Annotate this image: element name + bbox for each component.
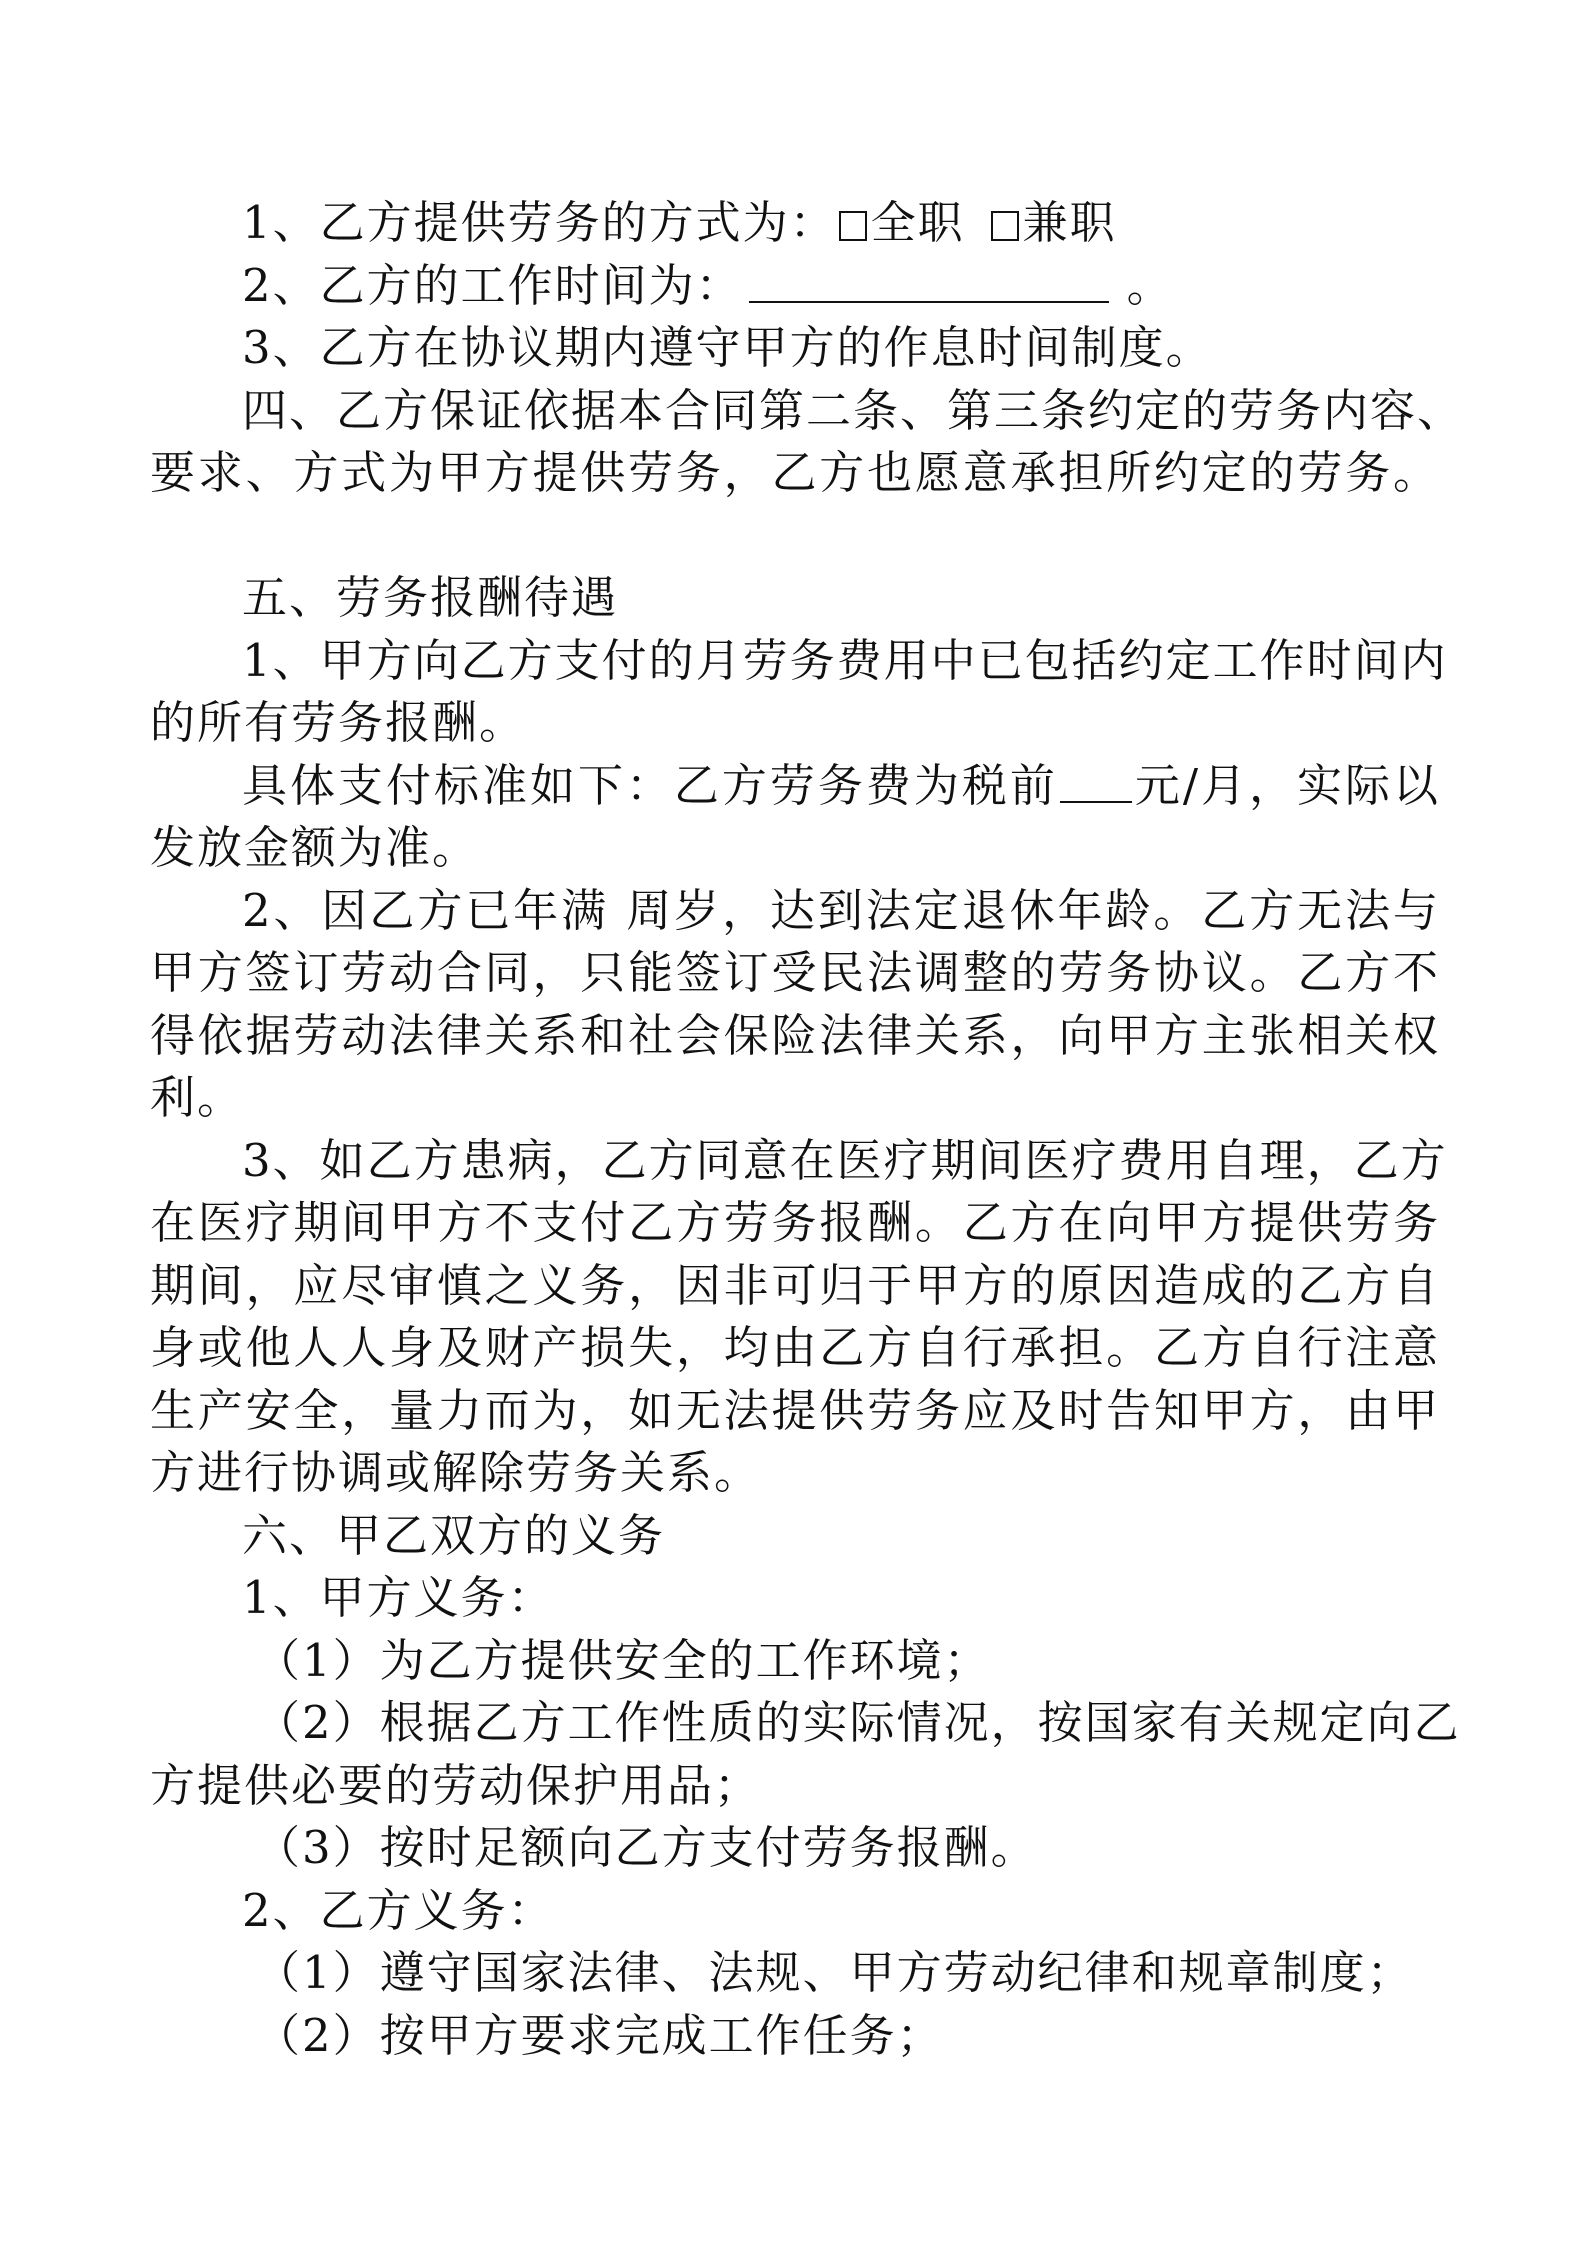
partyA-item2-line2: 方提供必要的劳动保护用品； bbox=[150, 1758, 762, 1812]
fulltime-checkbox[interactable] bbox=[839, 211, 867, 241]
fulltime-label: 全职 bbox=[870, 196, 965, 249]
clause5-heading: 五、劳务报酬待遇 bbox=[242, 571, 619, 624]
clause6-heading: 六、甲乙双方的义务 bbox=[242, 1508, 666, 1562]
payment-standard-line2: 发放金额为准。 bbox=[150, 821, 480, 874]
clause5-item2-line3: 得依据劳动法律关系和社会保险法律关系，向甲方主张相关权 bbox=[150, 1008, 1440, 1062]
work-time-label: 2、乙方的工作时间为： bbox=[242, 258, 743, 312]
schedule-line: 3、乙方在协议期内遵守甲方的作息时间制度。 bbox=[242, 321, 1213, 374]
work-mode-line bbox=[150, 192, 1440, 255]
clause5-item1-line2: 的所有劳务报酬。 bbox=[150, 696, 527, 749]
contract-body bbox=[150, 192, 1465, 2067]
partyA-item2-line1: （2）根据乙方工作性质的实际情况，按国家有关规定向乙 bbox=[255, 1696, 1461, 1749]
clause5-item3-line3: 期间，应尽审慎之义务，因非可归于甲方的原因造成的乙方自 bbox=[150, 1258, 1440, 1312]
clause5-item2-line4: 利。 bbox=[150, 1071, 245, 1124]
work-time-blank[interactable] bbox=[749, 261, 1109, 303]
clause4-line2: 要求、方式为甲方提供劳务，乙方也愿意承担所约定的劳务。 bbox=[150, 446, 1440, 499]
work-time-line bbox=[150, 255, 1440, 318]
partyB-item1: （1）遵守国家法律、法规、甲方劳动纪律和规章制度； bbox=[255, 1946, 1414, 1999]
clause5-item3-line1: 3、如乙方患病，乙方同意在医疗期间医疗费用自理，乙方 bbox=[242, 1133, 1448, 1187]
parttime-label: 兼职 bbox=[1022, 196, 1117, 249]
clause5-item3-line2: 在医疗期间甲方不支付乙方劳务报酬。乙方在向甲方提供劳务 bbox=[150, 1196, 1440, 1249]
payment-standard-prefix: 具体支付标准如下：乙方劳务费为税前 bbox=[242, 758, 1058, 812]
payment-standard-line bbox=[150, 755, 1440, 818]
partyA-item1: （1）为乙方提供安全的工作环境； bbox=[255, 1633, 991, 1687]
clause4-line1: 四、乙方保证依据本合同第二条、第三条约定的劳务内容、 bbox=[242, 383, 1465, 437]
clause5-item3-line4: 身或他人人身及财产损失，均由乙方自行承担。乙方自行注意 bbox=[150, 1321, 1440, 1374]
payment-amount-blank[interactable] bbox=[1060, 761, 1132, 803]
clause5-item2-line2: 甲方签订劳动合同，只能签订受民法调整的劳务协议。乙方不 bbox=[150, 946, 1440, 999]
section-spacer bbox=[150, 505, 1440, 568]
parttime-checkbox[interactable] bbox=[991, 211, 1019, 241]
clause5-item3-line5: 生产安全，量力而为，如无法提供劳务应及时告知甲方，由甲 bbox=[150, 1383, 1440, 1437]
work-time-suffix: 。 bbox=[1126, 258, 1174, 312]
clause5-item2-line1: 2、因乙方已年满 周岁，达到法定退休年龄。乙方无法与 bbox=[242, 883, 1440, 937]
clause5-item3-line6: 方进行协调或解除劳务关系。 bbox=[150, 1446, 762, 1499]
partyA-heading: 1、甲方义务： bbox=[242, 1571, 555, 1624]
partyB-item2: （2）按甲方要求完成工作任务； bbox=[255, 2008, 944, 2062]
payment-standard-suffix: 元/月，实际以 bbox=[1133, 758, 1440, 812]
clause5-item1-line1: 1、甲方向乙方支付的月劳务费用中已包括约定工作时间内 bbox=[242, 633, 1448, 687]
partyA-item3: （3）按时足额向乙方支付劳务报酬。 bbox=[255, 1821, 1038, 1874]
work-mode-label: 1、乙方提供劳务的方式为： bbox=[242, 196, 837, 249]
partyB-heading: 2、乙方义务： bbox=[242, 1883, 555, 1937]
